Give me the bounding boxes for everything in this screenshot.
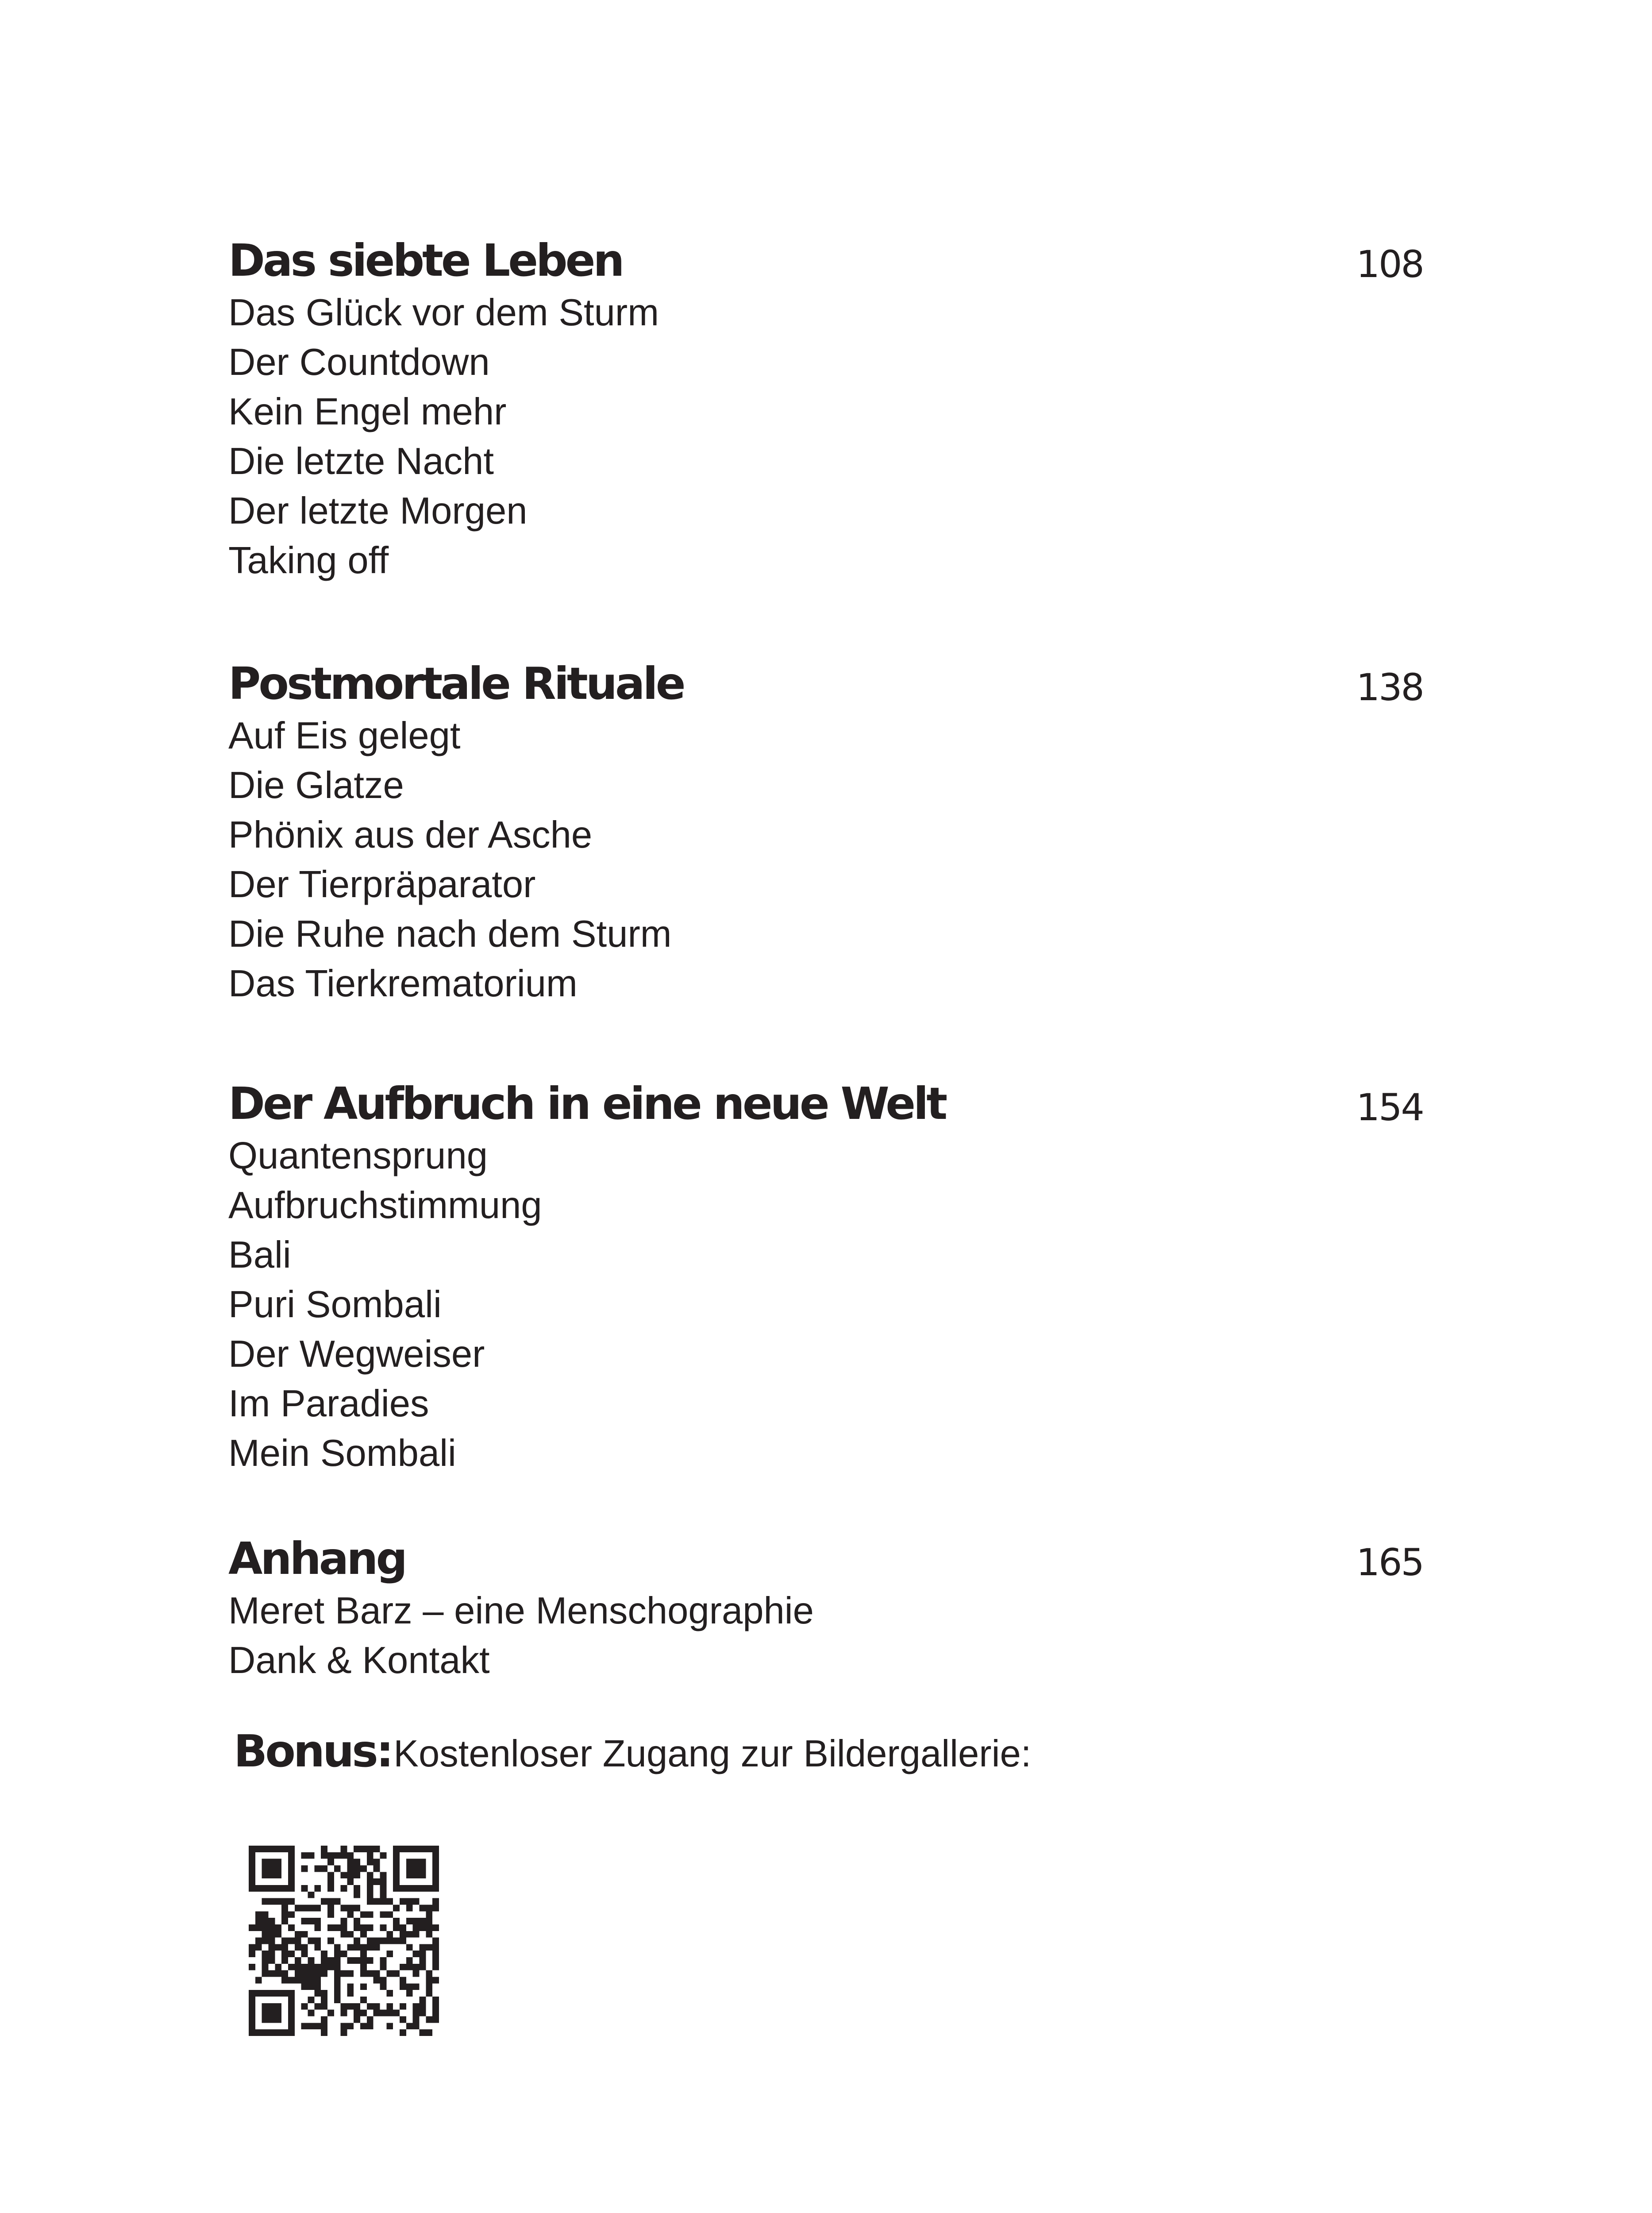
list-item: Dank & Kontakt xyxy=(228,1639,490,1681)
list-item: Taking off xyxy=(228,540,389,582)
list-item: Das Tierkrematorium xyxy=(228,963,578,1005)
bonus-text: Kostenloser Zugang zur Bildergallerie: xyxy=(393,1733,1032,1775)
list-item: Der letzte Morgen xyxy=(228,490,528,532)
section-page-number: 138 xyxy=(1356,666,1423,709)
section-title: Anhang xyxy=(228,1533,406,1585)
section-page-number: 108 xyxy=(1356,243,1423,286)
section-title: Der Aufbruch in eine neue Welt xyxy=(228,1078,946,1130)
section-entries xyxy=(228,711,1423,1009)
list-item: Kein Engel mehr xyxy=(228,391,507,433)
qr-code-icon[interactable] xyxy=(249,1846,439,2036)
section-entries xyxy=(228,288,1423,586)
section-page-number: 154 xyxy=(1356,1086,1423,1129)
list-item: Die Glatze xyxy=(228,764,404,806)
list-item: Meret Barz – eine Menschographie xyxy=(228,1590,814,1632)
list-item: Die Ruhe nach dem Sturm xyxy=(228,913,672,955)
section-heading-row xyxy=(228,1076,1423,1131)
list-item: Aufbruchstimmung xyxy=(228,1184,542,1226)
section-heading-row xyxy=(228,1531,1423,1586)
section-title: Postmortale Rituale xyxy=(228,658,684,709)
list-item: Der Countdown xyxy=(228,341,490,383)
toc-section-das-siebte-leben xyxy=(228,233,1423,586)
list-item: Puri Sombali xyxy=(228,1284,442,1326)
list-item: Der Tierpräparator xyxy=(228,864,536,906)
list-item: Das Glück vor dem Sturm xyxy=(228,292,659,334)
toc-section-anhang xyxy=(228,1531,1423,1685)
section-heading-row xyxy=(228,656,1423,711)
list-item: Phönix aus der Asche xyxy=(228,814,593,856)
section-entries xyxy=(228,1131,1423,1478)
list-item: Mein Sombali xyxy=(228,1432,456,1474)
bonus-label: Bonus: xyxy=(234,1725,392,1777)
list-item: Der Wegweiser xyxy=(228,1333,485,1375)
toc-section-der-aufbruch xyxy=(228,1076,1423,1478)
bonus-line xyxy=(234,1724,1031,1792)
list-item: Quantensprung xyxy=(228,1135,488,1177)
section-heading-row xyxy=(228,233,1423,288)
section-page-number: 165 xyxy=(1356,1541,1423,1584)
section-title: Das siebte Leben xyxy=(228,235,623,286)
list-item: Auf Eis gelegt xyxy=(228,715,461,757)
section-entries xyxy=(228,1586,1423,1685)
list-item: Bali xyxy=(228,1234,291,1276)
list-item: Die letzte Nacht xyxy=(228,440,494,482)
list-item: Im Paradies xyxy=(228,1383,429,1425)
toc-section-postmortale-rituale xyxy=(228,656,1423,1009)
